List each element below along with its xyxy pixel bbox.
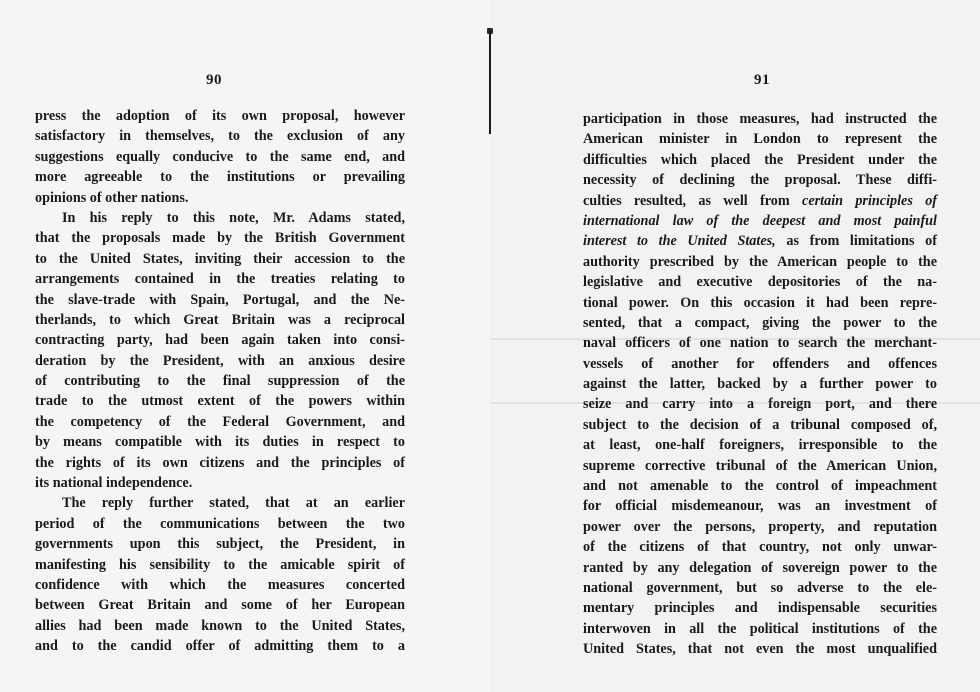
text-line: tional power. On this occasion it had been repre- xyxy=(583,294,937,311)
text-line-mixed xyxy=(583,191,937,211)
text-line: deration by the President, with an anxious desire xyxy=(35,352,405,369)
text-line: necessity of declining the proposal. These diffi- xyxy=(583,172,937,189)
italic-segment: interest to the United States, xyxy=(583,233,776,250)
text-line: between Great Britain and some of her European xyxy=(35,597,405,614)
text-line: of contributing to the final suppression of the xyxy=(35,373,405,390)
text-line: the rights of its own citizens and the principles of xyxy=(35,454,405,471)
text-line: vessels of another for offenders and offences xyxy=(583,355,937,372)
text-line: opinions of other nations. xyxy=(35,189,189,206)
text-line: interwoven in all the political institutions of the xyxy=(583,620,937,637)
paragraph-start-line: The reply further stated, that at an earlier xyxy=(62,495,405,512)
scan-artifact xyxy=(490,338,980,340)
page-number-right: 91 xyxy=(754,72,770,88)
italic-segment: international law of the deepest and most painful xyxy=(583,212,937,229)
text-line: ranted by any delegation of sovereign power to the xyxy=(583,559,937,576)
italic-segment: certain principles of xyxy=(802,192,938,209)
text-line: arrangements contained in the treaties relating to xyxy=(35,271,405,288)
text-line: seize and carry into a foreign port, and there xyxy=(583,396,937,413)
text-line: period of the communications between the two xyxy=(35,515,405,532)
text-line: participation in those measures, had instructed the xyxy=(583,111,937,127)
text-line: difficulties which placed the President under the xyxy=(583,151,937,168)
right-page xyxy=(490,0,980,692)
page-number-left: 90 xyxy=(206,72,222,88)
text-line: national government, but so adverse to the ele- xyxy=(583,579,937,596)
text-line: supreme corrective tribunal of the American Union, xyxy=(583,457,937,474)
text-line: manifesting his sensibility to the amicable spirit of xyxy=(35,556,405,573)
right-page-text xyxy=(583,109,937,660)
text-line: for official misdemeanour, was an investment of xyxy=(583,498,937,515)
gutter-rule xyxy=(489,30,491,134)
text-line: United States, that not even the most unqualified xyxy=(583,641,937,658)
text-line: naval officers of one nation to search the merchant- xyxy=(583,335,937,352)
text-line: power over the persons, property, and reputation xyxy=(583,518,937,535)
text-line: the slave-trade with Spain, Portugal, and the Ne- xyxy=(35,291,405,308)
text-line: sented, that a compact, giving the power to the xyxy=(583,314,937,331)
text-line: subject to the decision of a tribunal composed of, xyxy=(583,416,937,433)
text-line: governments upon this subject, the President, in xyxy=(35,536,405,553)
text-line: allies had been made known to the United States, xyxy=(35,617,405,634)
text-line: against the latter, backed by a further power to xyxy=(583,376,937,393)
text-line: legislative and executive depositories of the na- xyxy=(583,274,937,291)
text-line-italic xyxy=(583,211,937,231)
text-line: suggestions equally conducive to the same end, and xyxy=(35,148,405,165)
text-line: mentary principles and indispensable securities xyxy=(583,600,937,617)
text-line: American minister in London to represent the xyxy=(583,131,937,148)
text-line: to the United States, inviting their accession to the xyxy=(35,250,405,267)
text-line: and to the candid offer of admitting them to a xyxy=(35,638,405,655)
left-page-text xyxy=(35,106,405,657)
text-line: satisfactory in themselves, to the exclusion of any xyxy=(35,128,405,145)
text-line: at least, one-half foreigners, irresponsible to the xyxy=(583,437,937,454)
text-line: the competency of the Federal Government, and xyxy=(35,413,405,430)
text-line: by means compatible with its duties in respect to xyxy=(35,434,405,451)
text-line: authority prescribed by the American people to the xyxy=(583,253,937,270)
scan-artifact xyxy=(490,402,980,404)
text-line: more agreeable to the institutions or prevailing xyxy=(35,169,405,186)
paragraph-start-line: In his reply to this note, Mr. Adams stated, xyxy=(62,209,405,226)
text-line: therlands, to which Great Britain was a reciprocal xyxy=(35,311,405,328)
text-segment: as from limitations of xyxy=(786,233,937,250)
text-line: of the citizens of that country, not only unwar- xyxy=(583,539,937,556)
text-line: its national independence. xyxy=(35,475,193,492)
text-line: contracting party, had been again taken into consi- xyxy=(35,332,405,349)
text-line: and not amenable to the control of impeachment xyxy=(583,478,937,495)
text-line: that the proposals made by the British Government xyxy=(35,230,405,247)
text-line-mixed xyxy=(583,231,937,251)
text-line: press the adoption of its own proposal, however xyxy=(35,108,405,124)
text-segment: culties resulted, as well from xyxy=(583,192,790,209)
text-line: confidence with which the measures concerted xyxy=(35,576,405,593)
text-line: trade to the utmost extent of the powers within xyxy=(35,393,405,410)
